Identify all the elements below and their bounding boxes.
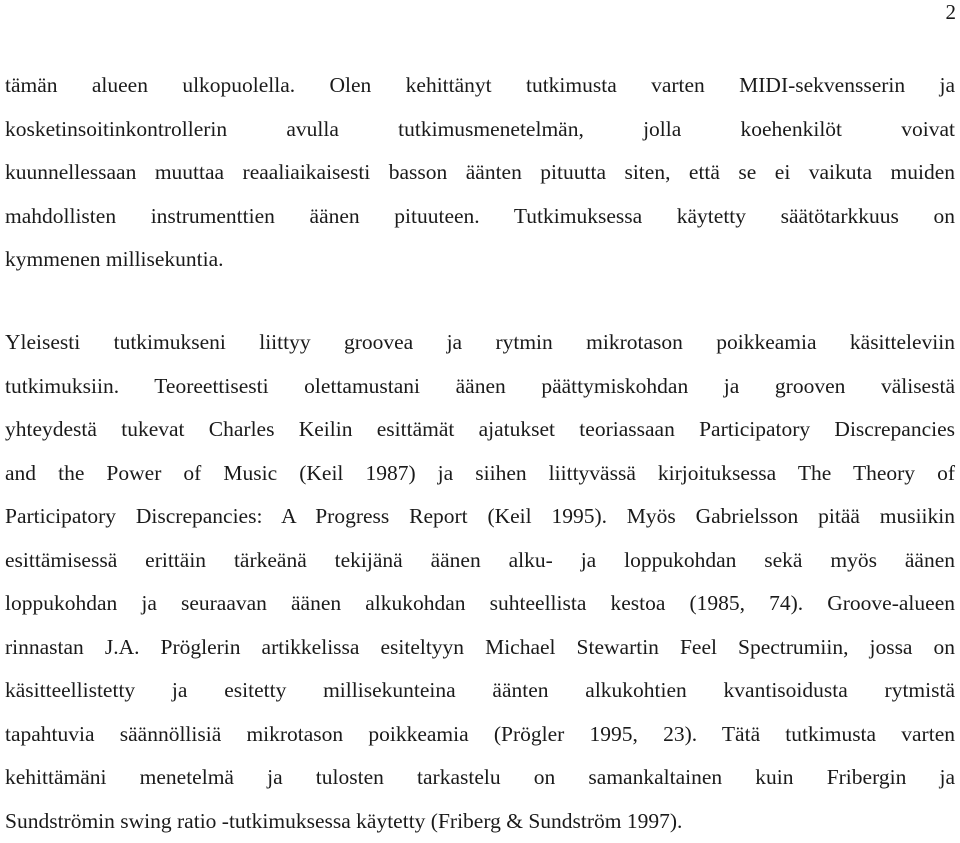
paragraph-2 [5, 321, 955, 843]
text-line: tapahtuvia säännöllisiä mikrotason poikkeamia (Prögler 1995, 23). Tätä tutkimusta varten [5, 713, 955, 757]
text-line: kosketinsoitinkontrollerin avulla tutkimusmenetelmän, jolla koehenkilöt voivat [5, 108, 955, 152]
text-line: tutkimuksiin. Teoreettisesti olettamustani äänen päättymiskohdan ja grooven välisestä [5, 365, 955, 409]
text-line: yhteydestä tukevat Charles Keilin esittämät ajatukset teoriassaan Participatory Discrepancies [5, 408, 955, 452]
text-line: Sundströmin swing ratio -tutkimuksessa käytetty (Friberg & Sundström 1997). [5, 800, 955, 843]
text-line: kymmenen millisekuntia. [5, 238, 955, 282]
text-line: mahdollisten instrumenttien äänen pituuteen. Tutkimuksessa käytetty säätötarkkuus on [5, 195, 955, 239]
text-line: käsitteellistetty ja esitetty millisekunteina äänten alkukohtien kvantisoidusta rytmistä [5, 669, 955, 713]
page-number: 2 [946, 0, 957, 24]
text-line: Participatory Discrepancies: A Progress Report (Keil 1995). Myös Gabrielsson pitää musiikin [5, 495, 955, 539]
text-line: loppukohdan ja seuraavan äänen alkukohdan suhteellista kestoa (1985, 74). Groove-alueen [5, 582, 955, 626]
text-line: Yleisesti tutkimukseni liittyy groovea ja rytmin mikrotason poikkeamia käsitteleviin [5, 321, 955, 365]
text-line: kehittämäni menetelmä ja tulosten tarkastelu on samankaltainen kuin Fribergin ja [5, 756, 955, 800]
text-line: kuunnellessaan muuttaa reaaliaikaisesti basson äänten pituutta siten, että se ei vaikuta muiden [5, 151, 955, 195]
text-line: rinnastan J.A. Pröglerin artikkelissa esiteltyyn Michael Stewartin Feel Spectrumiin, jossa on [5, 626, 955, 670]
text-line: esittämisessä erittäin tärkeänä tekijänä äänen alku- ja loppukohdan sekä myös äänen [5, 539, 955, 583]
text-line: and the Power of Music (Keil 1987) ja siihen liittyvässä kirjoituksessa The Theory of [5, 452, 955, 496]
paragraph-1 [5, 64, 955, 282]
text-line: tämän alueen ulkopuolella. Olen kehittänyt tutkimusta varten MIDI-sekvensserin ja [5, 64, 955, 108]
